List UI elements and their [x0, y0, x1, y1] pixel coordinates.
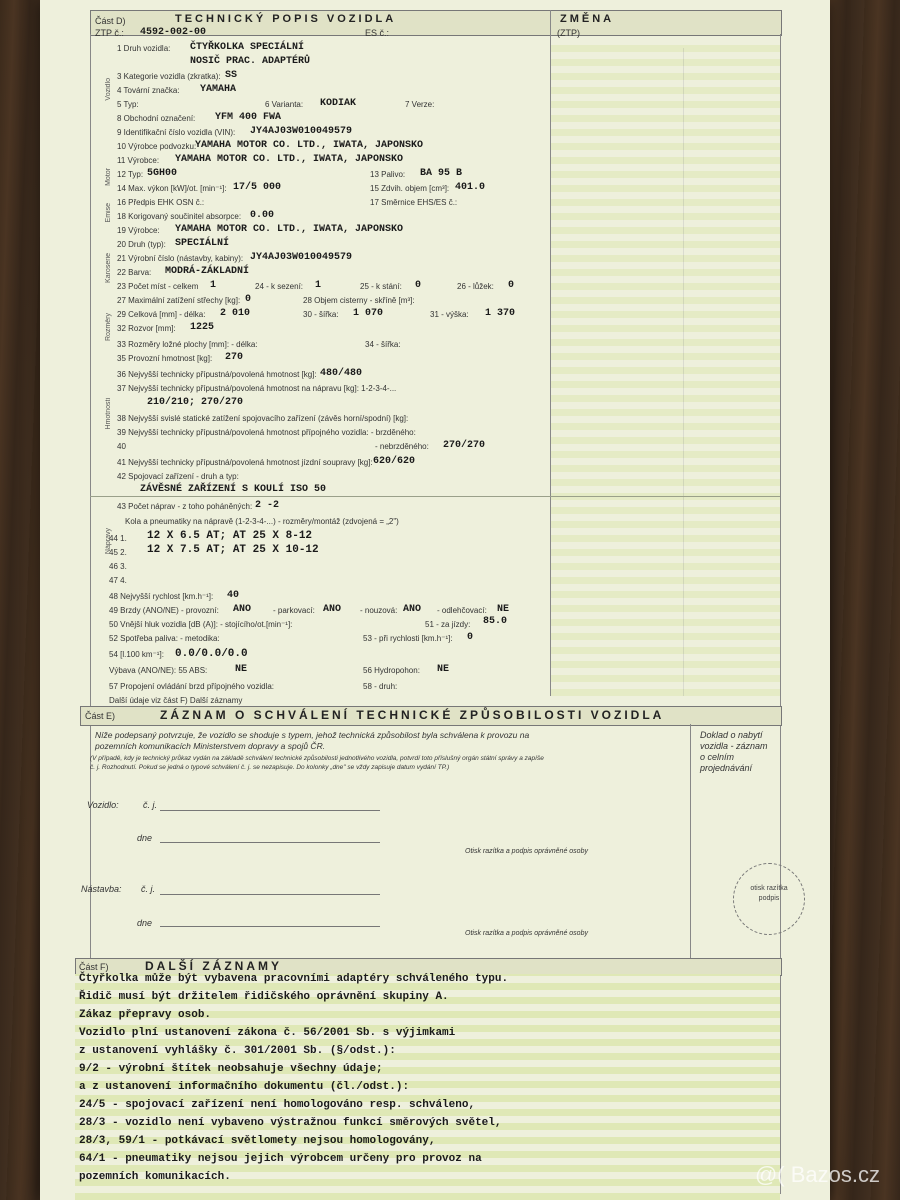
field-line — [160, 926, 380, 927]
row-value: 0 — [467, 632, 474, 643]
row-value: SS — [225, 70, 238, 81]
ztp-value: 4592-002-00 — [140, 27, 207, 38]
change-area — [551, 38, 780, 696]
part-f-line: z ustanovení vyhlášky č. 301/2001 Sb. (§/odst.): — [79, 1045, 396, 1057]
row-label: 8 Obchodní označení: — [117, 114, 196, 123]
field-line — [160, 894, 380, 895]
row-label: 18 Korigovaný součinitel absorpce: — [117, 212, 242, 221]
row-label: 27 Maximální zatížení střechy [kg]: — [117, 296, 241, 305]
row-label: 50 Vnější hluk vozidla [dB (A)]: - stojícího/ot.[min⁻¹]: — [109, 620, 293, 629]
row-value: YAMAHA MOTOR CO. LTD., IWATA, JAPONSKO — [195, 140, 424, 151]
row-label: 52 Spotřeba paliva: - metodika: — [109, 634, 220, 643]
row-value: 12 X 7.5 AT; AT 25 X 10-12 — [147, 544, 319, 556]
row-label: 4 Tovární značka: — [117, 86, 180, 95]
row-label: 19 Výrobce: — [117, 226, 160, 235]
row-label: 1 Druh vozidla: — [117, 44, 171, 53]
row-label: 23 Počet míst - celkem — [117, 282, 199, 291]
row-label: 16 Předpis EHK OSN č.: — [117, 198, 205, 207]
part-f-line: pozemních komunikacích. — [79, 1171, 231, 1183]
part-d-label: Část D) — [95, 16, 126, 26]
row-label: 37 Nejvyšší technicky přípustná/povolená hmotnost na nápravu [kg]: 1-2-3-4-... — [117, 384, 397, 393]
row-label: - parkovací: — [273, 606, 315, 615]
row-value: 17/5 000 — [233, 182, 282, 193]
row-label: - nebrzděného: — [375, 442, 429, 451]
row-value: 0.0/0.0/0.0 — [175, 648, 248, 660]
side-label-napravy: Nápravy — [105, 528, 112, 555]
row-label: 21 Výrobní číslo (nástavby, kabiny): — [117, 254, 244, 263]
part-f-line: Zákaz přepravy osob. — [79, 1009, 212, 1021]
nastavba-label: Nástavba: — [81, 884, 122, 894]
row-label: 25 - k stání: — [360, 282, 402, 291]
row-value: 401.0 — [455, 182, 486, 193]
row-value: 2 010 — [220, 308, 251, 319]
row-value: ANO — [323, 604, 342, 615]
row-label: 53 - při rychlosti [km.h⁻¹]: — [363, 634, 453, 643]
row-label: 17 Směrnice EHS/ES č.: — [370, 198, 458, 207]
doklad-text: Doklad o nabytí vozidla - záznam o celním projednávání — [700, 730, 768, 773]
row-value: 620/620 — [373, 456, 416, 467]
part-f-line: Čtyřkolka může být vybavena pracovními adaptéry schváleného typu. — [79, 973, 509, 985]
row-label: 51 - za jízdy: — [425, 620, 471, 629]
right-border — [780, 34, 781, 1194]
row-value: 0.00 — [250, 210, 275, 221]
row-label: 57 Propojení ovládání brzd přípojného vozidla: — [109, 682, 274, 691]
row-label: 38 Nejvyšší svislé statické zatížení spojovacího zařízení (závěs horní/spodní) [kg]: — [117, 414, 409, 423]
row-value: 40 — [227, 590, 240, 601]
row-label: 56 Hydropohon: — [363, 666, 420, 675]
row-label: 6 Varianta: — [265, 100, 304, 109]
technical-certificate — [65, 8, 788, 1200]
row-value: 1 370 — [485, 308, 516, 319]
stamp-note: Otisk razítka a podpis oprávněné osoby — [465, 930, 588, 937]
row-value: JY4AJ03W010049579 — [250, 252, 353, 263]
row-label: Výbava (ANO/NE): 55 ABS: — [109, 666, 208, 675]
row-value: NE — [235, 664, 248, 675]
row-label: 22 Barva: — [117, 268, 152, 277]
part-e-title: ZÁZNAM O SCHVÁLENÍ TECHNICKÉ ZPŮSOBILOSTI VOZIDLA — [160, 708, 665, 722]
row-value: 0 — [508, 280, 515, 291]
row-label: 34 - šířka: — [365, 340, 401, 349]
row-label: 40 — [117, 442, 126, 451]
row-label: 15 Zdvih. objem [cm³]: — [370, 184, 450, 193]
row-label: 33 Rozměry ložné plochy [mm]: - délka: — [117, 340, 258, 349]
bazos-watermark: @( Bazos.cz — [754, 1162, 880, 1187]
side-label-emise: Emise — [105, 203, 112, 223]
part-e-text: Níže podepsaný potvrzuje, že vozidlo se shoduje s typem, jehož technická způsobilost byla schválena k provozu na — [95, 730, 530, 740]
field-line — [160, 810, 380, 811]
row-label: 26 - lůžek: — [457, 282, 494, 291]
row-value: MODRÁ-ZÁKLADNÍ — [165, 266, 250, 277]
stamp-note: Otisk razítka a podpis oprávněné osoby — [465, 848, 588, 855]
row-value: NOSIČ PRAC. ADAPTÉRŮ — [190, 56, 311, 67]
part-e-text: pozemních komunikacích Ministerstvem dopravy a spojů ČR. — [95, 741, 326, 751]
row-label: 12 Typ: — [117, 170, 144, 179]
row-label: - odlehčovací: — [437, 606, 487, 615]
row-value: NE — [497, 604, 510, 615]
row-value: 2 -2 — [255, 500, 280, 511]
row-label: 41 Nejvyšší technicky přípustná/povolená hmotnost jízdní soupravy [kg]: — [117, 458, 373, 467]
part-f-line: Vozidlo plní ustanovení zákona č. 56/2001 Sb. s výjimkami — [79, 1027, 456, 1039]
row-label: 58 - druh: — [363, 682, 398, 691]
side-label-vozidlo: Vozidlo — [105, 78, 112, 101]
row-value: 1 — [210, 280, 217, 291]
vozidlo-label: Vozidlo: — [87, 800, 119, 810]
row-value: 1225 — [190, 322, 215, 333]
row-label: 48 Nejvyšší rychlost [km.h⁻¹]: — [109, 592, 214, 601]
part-f-line: 28/3 - vozidlo není vybaveno výstražnou funkcí směrových světel, — [79, 1117, 502, 1129]
side-label-motor: Motor — [105, 168, 112, 186]
part-f-line: a z ustanovení informačního dokumentu (čl./odst.): — [79, 1081, 410, 1093]
row-value: YFM 400 FWA — [215, 112, 282, 123]
row-value: ZÁVĚSNÉ ZAŘÍZENÍ S KOULÍ ISO 50 — [140, 484, 327, 495]
dne-label: dne — [137, 833, 153, 843]
side-label-karoserie: Karoserie — [105, 253, 112, 283]
row-value: YAMAHA — [200, 84, 237, 95]
row-value: 0 — [415, 280, 422, 291]
row-label: 14 Max. výkon [kW]/ot. [min⁻¹]: — [117, 184, 227, 193]
row-value: 5GH00 — [147, 168, 178, 179]
row-label: 32 Rozvor [mm]: — [117, 324, 176, 333]
part-e-divider — [690, 724, 691, 959]
part-e-text: (V případě, kdy je technický průkaz vydán na základě schválení technické způsobilosti jednotlivého vozidla, potvrdí toto příslušný orgán státní správy a zapíše — [90, 755, 544, 762]
row-value: 12 X 6.5 AT; AT 25 X 8-12 — [147, 530, 313, 542]
part-f-line: 24/5 - spojovací zařízení není homologováno resp. schváleno, — [79, 1099, 476, 1111]
row-value: YAMAHA MOTOR CO. LTD., IWATA, JAPONSKO — [175, 154, 404, 165]
row-label: 49 Brzdy (ANO/NE) - provozní: — [109, 606, 219, 615]
row-label: 3 Kategorie vozidla (zkratka): — [117, 72, 221, 81]
row-value: KODIAK — [320, 98, 357, 109]
row-value: 1 070 — [353, 308, 384, 319]
row-label: 24 - k sezení: — [255, 282, 304, 291]
row-label: 5 Typ: — [117, 100, 139, 109]
row-value: ČTYŘKOLKA SPECIÁLNÍ — [190, 42, 305, 53]
row-value: JY4AJ03W010049579 — [250, 126, 353, 137]
row-label: 54 [l.100 km⁻¹]: — [109, 650, 164, 659]
row-value: 270/270 — [443, 440, 486, 451]
cj-label: č. j. — [141, 884, 156, 894]
row-label: Kola a pneumatiky na nápravě (1-2-3-4-...) - rozměry/montáž (zdvojená = „2") — [125, 517, 399, 526]
row-value: ANO — [403, 604, 422, 615]
part-e-text: č. j. Rozhodnutí. Pokud se jedná o typové schválení č. j. se nezapisuje. Do kolonky „dne" se vždy zapisuje datum vydání TP.) — [90, 764, 450, 771]
divider — [90, 496, 780, 497]
row-label: 42 Spojovací zařízení - druh a typ: — [117, 472, 239, 481]
row-label: 11 Výrobce: — [117, 156, 160, 165]
row-value: NE — [437, 664, 450, 675]
row-value: BA 95 B — [420, 168, 463, 179]
dne-label: dne — [137, 918, 153, 928]
row-value: 270 — [225, 352, 244, 363]
side-label-hmotnosti: Hmotnosti — [105, 398, 112, 430]
row-label: 30 - šířka: — [303, 310, 339, 319]
row-label: 7 Verze: — [405, 100, 435, 109]
row-label: 35 Provozní hmotnost [kg]: — [117, 354, 213, 363]
row-label: - nouzová: — [360, 606, 398, 615]
change-title: ZMĚNA — [560, 13, 615, 25]
row-label: 20 Druh (typ): — [117, 240, 166, 249]
row-label: 10 Výrobce podvozku: — [117, 142, 197, 151]
row-label: 44 1. — [109, 534, 127, 543]
row-value: 0 — [245, 294, 252, 305]
row-value: SPECIÁLNÍ — [175, 238, 230, 249]
part-f-line: 64/1 - pneumatiky nejsou jejich výrobcem určeny pro provoz na — [79, 1153, 482, 1165]
row-label: 47 4. — [109, 576, 127, 585]
row-label: 36 Nejvyšší technicky přípustná/povolená hmotnost [kg]: — [117, 370, 317, 379]
es-label: ES č.: — [365, 28, 390, 38]
row-value: 210/210; 270/270 — [147, 397, 244, 408]
part-f-line: Řidič musí být držitelem řidičského oprávnění skupiny A. — [79, 991, 449, 1003]
part-f-line: 9/2 - výrobní štítek neobsahuje všechny údaje; — [79, 1063, 383, 1075]
field-line — [160, 842, 380, 843]
part-d-title: TECHNICKÝ POPIS VOZIDLA — [175, 13, 397, 25]
ztp-label: ZTP č.: — [95, 28, 124, 38]
part-f-line: 28/3, 59/1 - potkávací světlomety nejsou homologovány, — [79, 1135, 436, 1147]
cj-label: č. j. — [143, 800, 158, 810]
stamp-circle — [733, 863, 805, 935]
row-value: 480/480 — [320, 368, 363, 379]
row-value: 85.0 — [483, 616, 508, 627]
row-label: 31 - výška: — [430, 310, 469, 319]
ztp-right: (ZTP) — [557, 28, 580, 38]
row-value: YAMAHA MOTOR CO. LTD., IWATA, JAPONSKO — [175, 224, 404, 235]
part-f-label: Část F) — [79, 962, 109, 972]
row-label: 29 Celková [mm] - délka: — [117, 310, 206, 319]
row-label: 43 Počet náprav - z toho poháněných: — [117, 502, 253, 511]
part-f-title: DALŠÍ ZÁZNAMY — [145, 959, 282, 973]
row-label: 45 2. — [109, 548, 127, 557]
note: Další údaje viz část F) Další záznamy — [109, 696, 243, 705]
stamp-text: otisk razítka podpis — [750, 885, 788, 902]
part-e-label: Část E) — [85, 711, 116, 721]
row-label: 39 Nejvyšší technicky přípustná/povolená hmotnost přípojného vozidla: - brzděného: — [117, 428, 416, 437]
row-label: 9 Identifikační číslo vozidla (VIN): — [117, 128, 236, 137]
side-label-rozmery: Rozměry — [105, 313, 112, 342]
row-value: 1 — [315, 280, 322, 291]
row-value: ANO — [233, 604, 252, 615]
row-label: 46 3. — [109, 562, 127, 571]
row-label: 13 Palivo: — [370, 170, 406, 179]
row-label: 28 Objem cisterny - skříně [m³]: — [303, 296, 415, 305]
